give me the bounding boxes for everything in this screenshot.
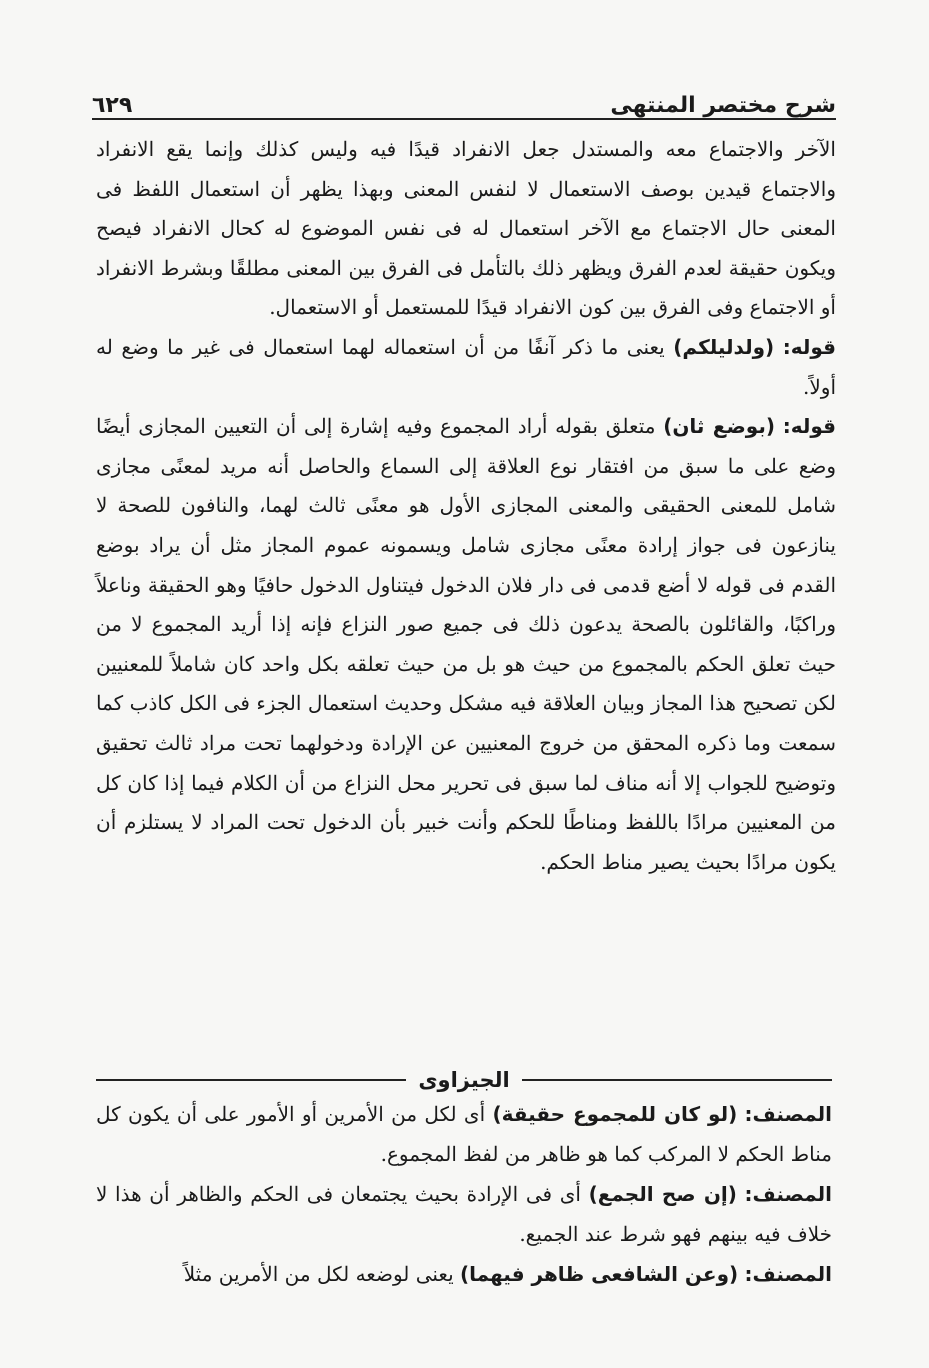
note-3 <box>96 1254 832 1294</box>
section-divider <box>96 1066 832 1094</box>
note-1 <box>96 1094 832 1174</box>
main-commentary <box>96 130 836 882</box>
running-title: شرح مختصر المنتهى <box>610 93 836 118</box>
note-text: أى فى الإرادة بحيث يجتمعان فى الحكم والظاهر أن هذا لا خلاف فيه بينهم فهو شرط عند الجميع. <box>96 1182 832 1246</box>
divider-line-right <box>522 1079 832 1081</box>
quoted-phrase: (لو كان للمجموع حقيقة) <box>492 1102 738 1126</box>
divider-line-left <box>96 1079 406 1081</box>
paragraph-qawluh-2 <box>96 407 836 882</box>
note-text: يعنى لوضعه لكل من الأمرين مثلاً <box>183 1262 454 1286</box>
musannif-label: المصنف: <box>744 1102 833 1126</box>
quoted-phrase: (ولدليلكم) <box>673 334 775 359</box>
quoted-phrase: (وعن الشافعى ظاهر فيهما) <box>460 1262 739 1286</box>
paragraph-text: يعنى ما ذكر آنفًا من أن استعماله لهما استعمال فى غير ما وضع له أولاً. <box>96 334 836 399</box>
note-2 <box>96 1174 832 1254</box>
header-rule <box>92 118 836 120</box>
note-text: أى لكل من الأمرين أو الأمور على أن يكون كل مناط الحكم لا المركب كما هو ظاهر من لفظ المجموع. <box>96 1102 832 1166</box>
page-header <box>92 78 836 118</box>
qawluh-label: قوله: <box>782 414 836 439</box>
musannif-label: المصنف: <box>744 1182 833 1206</box>
gizawi-notes <box>96 1094 832 1294</box>
paragraph-qawluh-1 <box>96 328 836 407</box>
section-title: الجيزاوى <box>418 1068 510 1092</box>
quoted-phrase: (بوضع ثان) <box>663 414 775 439</box>
quoted-phrase: (إن صح الجمع) <box>588 1182 737 1206</box>
paragraph-continuation: الآخر والاجتماع معه والمستدل جعل الانفراد قيدًا فيه وليس كذلك وإنما يقع الانفراد والاجتماع قيدين بوصف الاستعمال لا لنفس المعنى وبهذا يظهر أن استعمال اللفظ فى المعنى حال الاجتماع مع الآخر استعمال له فى نفس الموضوع له كحال الانفراد فيصح ويكون حقيقة لعدم الفرق ويظهر ذلك بالتأمل فى الفرق بين المعنى مطلقًا وبشرط الانفراد أو الاجتماع وفى الفرق بين كون الانفراد قيدًا للمستعمل أو الاستعمال. <box>96 137 836 320</box>
page-number: ٦٢٩ <box>92 93 133 118</box>
musannif-label: المصنف: <box>744 1262 832 1286</box>
qawluh-label: قوله: <box>782 334 837 359</box>
paragraph-text: متعلق بقوله أراد المجموع وفيه إشارة إلى أن التعيين المجازى أيضًا وضع على ما سبق من افتقار نوع العلاقة إلى السماع والحاصل أنه مريد لمعنًى مجازى شامل للمعنى الحقيقى والمعنى المجازى الأول هو معنًى ثالث لهما، والنافون للصحة لا ينازعون فى جواز إرادة معنًى مجازى شامل ويسمونه عموم المجاز مثل أن يراد بوضع القدم فى قوله لا أضع قدمى فى دار فلان الدخول فيتناول الدخول حافيًا وهو الحقيقة وناعلاً وراكبًا، والقائلون بالصحة يدعون ذلك فى جميع صور النزاع فإنه إذا أريد المجموع لا من حيث تعلق الحكم بالمجموع من حيث هو بل من حيث تعلقه بكل واحد كان شاملاً للمعنيين لكن تصحيح هذا المجاز وبيان العلاقة فيه مشكل وحديث استعمال الجزء فى الكل كاذب كما سمعت وما ذكره المحقق من خروج المعنيين عن الإرادة ودخولهما تحت مراد ثالث تحقيق وتوضيح للجواب إلا أنه مناف لما سبق فى تحرير محل النزاع من أن الكلام فيما إذا كان كل من المعنيين مرادًا باللفظ ومناطًا للحكم وأنت خبير بأن الدخول تحت المراد لا يستلزم أن يكون مرادًا بحيث يصير مناط الحكم. <box>96 414 837 874</box>
